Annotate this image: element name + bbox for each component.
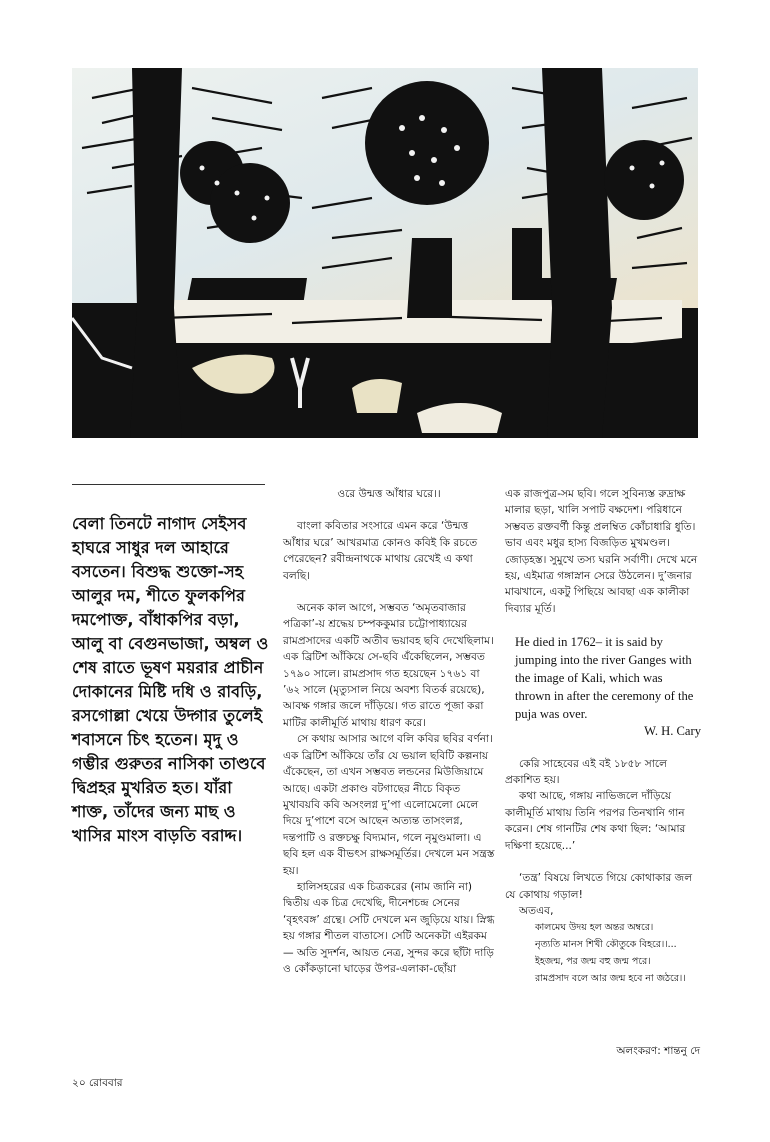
paragraph: বাংলা কবিতার সংসারে এমন করে ‘উন্মত্ত আঁধার ঘরে’ আখরমাত্র কোনও কবিই কি রচতে পেরেছেন? রবীন্দ্রনাথকে মাথায় রেখেই এ কথা বলছি।: [283, 520, 478, 582]
paragraph: অতএব,: [519, 904, 554, 917]
verse-line: ইহজন্ম, পর জন্ম বহু জন্ম পরে।: [535, 956, 651, 968]
column-rule: [72, 484, 265, 485]
paragraph: অনেক কাল আগে, সম্ভবত ‘অমৃতবাজার পত্রিকা’-য় শ্রদ্ধেয় চম্পককুমার চট্টোপাধ্যায়ের রামপ্রসাদের একটি অতীব ভয়াবহ ছবি দেখেছিলাম। এক ব্রিটিশ আঁকিয়ে সে-ছবি এঁকেছিলেন, সম্ভবত ১৭৯০ সালে। রামপ্রসাদ গত হয়েছেন ১৭৬১ বা ’৬২ সালে (মৃত্যুসাল নিয়ে অবশ্য বিতর্ক রয়েছে), আবক্ষ গঙ্গার জলে দাঁড়িয়ে। গত রাতে পূজা করা মাটির কালীমূর্তি মাথায় ধারণ করে।: [283, 602, 494, 729]
english-quote: He died in 1762– it is said by jumping into the river Ganges with the image of Kali, which was thrown in after the ceremony of the puja was over.: [515, 635, 694, 722]
quote-attribution: W. H. Cary: [644, 724, 701, 739]
paragraph: হালিসহরের এক চিত্রকরের (নাম জানি না) দ্বিতীয় এক চিত্র দেখেছি, দীনেশচন্দ্র সেনের ‘বৃহৎবঙ্গ’ গ্রন্থে। সেটি দেখলে মন জুড়িয়ে যায়। স্নিগ্ধ হয় গঙ্গার শীতল বাতাসে। সেটি অনেকটা এইরকম— অতি সুদর্শন, আয়ত নেত্র, সুন্দর করে ছাঁটা দাড়ি ও কোঁকড়ানো ঘাড়ের উপর-এলাকা-ছোঁয়া: [283, 880, 495, 975]
paragraph: কেরি সাহেবের এই বই ১৮৫৮ সালে প্রকাশিত হয়।: [505, 757, 667, 787]
paragraph: কথা আছে, গঙ্গায় নাভিজলে দাঁড়িয়ে কালীমূর্তি মাথায় তিনি পরপর তিনখানি গান করেন। শেষ গানটির শেষ কথা ছিল: ‘আমার দক্ষিণা হয়েছে...’: [505, 790, 686, 852]
verse-line: নৃত্যতি মানস শিখী কৌতুকে বিহরে।।...: [535, 939, 677, 951]
verse-line: রামপ্রসাদ বলে আর জন্ম হবে না জঠরে।।: [535, 973, 686, 985]
verse-line: কালমেঘ উদয় হল অন্তর অম্বরে।: [535, 922, 654, 934]
body-column-2: [283, 486, 495, 977]
paragraph: সে কথায় আসার আগে বলি কবির ছবির বর্ণনা। এক ব্রিটিশ আঁকিয়ে তাঁর যে ভয়াল ছবিটি কল্পনায় এঁকেছেন, তা এখন সম্ভবত লন্ডনের মিউজিয়ামে আছে। একটা প্রকাণ্ড বটগাছের নীচে বিকৃত মুখাবয়বি কবি অসংলগ্ন দু’পা এলোমেলো মেলে দিয়ে দু’পাশে বসে আছেন অত্যন্ত তাসংলগ্ন, দন্তপাটি ও রক্তচক্ষু বিদ্যমান, গলে নৃমুণ্ডমালা। এ ছবি হল এক বীভৎস রাক্ষসমূর্তির। দেখলে মন সন্ত্রস্ত হয়।: [283, 733, 495, 877]
verse: [505, 919, 701, 987]
woodcut-tree-icon: [72, 68, 698, 438]
page-folio: ২০ রোববার: [72, 1077, 123, 1089]
paragraph: ‘তন্ত্র’ বিষয়ে লিখতে গিয়ে কোথাকার জল যে কোথায় গড়াল!: [505, 872, 693, 901]
illustration-credit: অলংকরণ: শান্তনু দে: [616, 1045, 700, 1057]
song-line: ওরে উন্মত্ত আঁধার ঘরে।।: [337, 488, 441, 500]
woodcut-tree-illustration: [72, 68, 698, 438]
pull-quote: বেলা তিনটে নাগাদ সেইসব হাঘরে সাধুর দল আহারে বসতেন। বিশুদ্ধ শুক্তো-সহ আলুর দম, শীতে ফুলকপির দমপোক্ত, বাঁধাকপির বড়া, আলু বা বেগুনভাজা, অম্বল ও শেষ রাতে ভূষণ ময়রার প্রাচীন দোকানের মিষ্টি দধি ও রাবড়ি, রসগোল্লা খেয়ে উদ্গার তুলেই শবাসনে চিৎ হতেন। মৃদু ও গম্ভীর গুরুতর নাসিকা তাণ্ডবে দ্বিপ্রহর মুখরিত হত। যাঁরা শাক্ত, তাঁদের জন্য মাছ ও খাসির মাংস বাড়তি বরাদ্দ।: [72, 514, 269, 845]
paragraph: এক রাজপুত্র-সম ছবি। গলে সুবিন্যস্ত রুদ্রাক্ষ মালার ছড়া, খালি সপাট বক্ষদেশ। পরিধানে সম্ভবত রক্তবর্ণী কিন্তু প্রলম্বিত কোঁচাধারি ধুতি। ভাব এবং মধুর হাস্য বিজড়িত মুখমণ্ডল। জোড়হস্ত। সুমুখে তস্য ঘরনি সর্বাণী। দেখে মনে হয়, এইমাত্র গঙ্গাস্নান সেরে উঠলেন। দু’জনার মাঝখানে, একটু পিছিয়ে আবছা এক কালীকা দিব্যার মূর্তি।: [505, 488, 698, 615]
body-column-3: [505, 486, 701, 987]
